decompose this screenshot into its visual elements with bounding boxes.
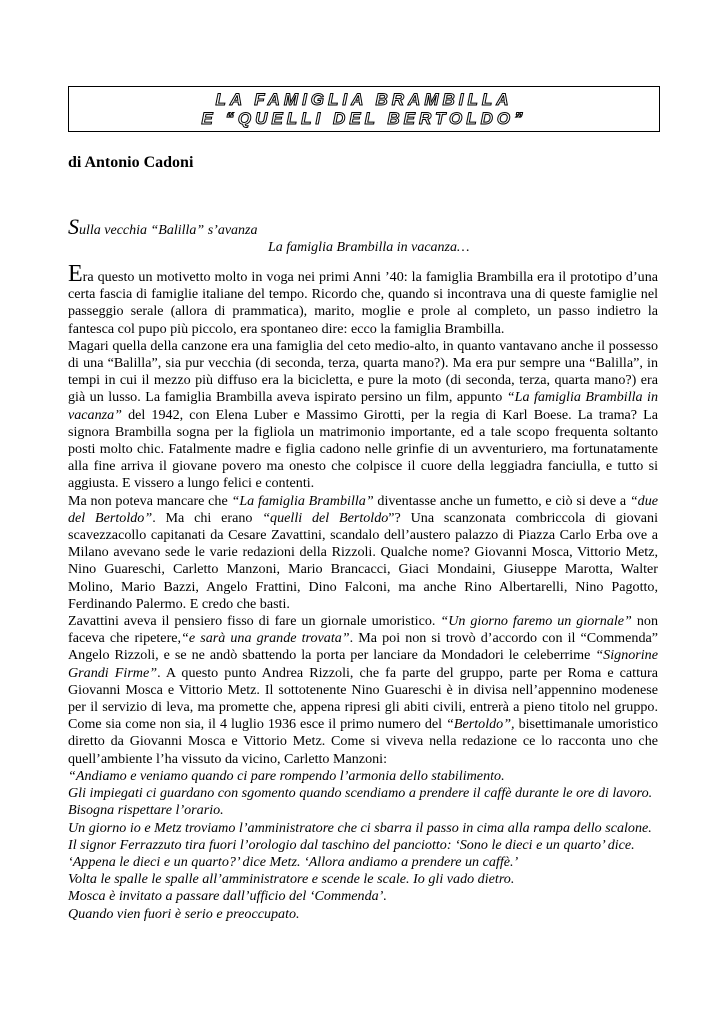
author-byline: di Antonio Cadoni xyxy=(68,154,194,171)
paragraph-2: Magari quella della canzone era una famiglia del ceto medio-alto, in quanto vantavano anche il possesso di una “Balilla”, sia pur vecchia (di seconda, terza, quarta mano?). Ma era pur sempre una “Balilla”, in tempi in cui il mezzo più diffuso era la bicicletta, e pure la moto (di seconda, terza, quarta mano?) era già un lusso. La famiglia Brambilla aveva ispirato persino un film, appunto “La famiglia Brambilla in vacanza” del 1942, con Elena Luber e Massimo Girotti, per la regia di Karl Boese. La trama? La signora Brambilla sogna per la figliola un matrimonio importante, ed a tale scopo frequenta soltanto posti molto chic. Fatalmente madre e figlia cadono nelle grinfie di un avventuriero, ma fortunatamente alla fine arriva il giovane povero ma onesto che colpisce il cuore della leggiadra fanciulla, e tutto si aggiusta. E vissero a lungo felici e contenti. xyxy=(68,337,658,492)
quote-line: ‘Appena le dieci e un quarto?’ dice Metz. ‘Allora andiamo a prendere un caffè.’ xyxy=(68,853,519,870)
quote-line: Gli impiegati ci guardano con sgomento quando scendiamo a prendere il caffè durante le ore di lavoro. xyxy=(68,785,653,802)
paragraph-4: Zavattini aveva il pensiero fisso di fare un giornale umoristico. “Un giorno faremo un giornale” non faceva che ripetere,“e sarà una grande trovata”. Ma poi non si trovò d’accordo con il “Commenda” Angelo Rizzoli, e se ne andò sbattendo la porta per lanciare da Mondadori le celeberrime “Signorine Grandi Firme”. A questo punto Andrea Rizzoli, che fa parte del gruppo, parte per Roma e cattura Giovanni Mosca e Vittorio Metz. Il sottotenente Nino Guareschi è in divisa nell’appennino modenese per il servizio di leva, ma promette che, appena ripresi gli abiti civili, entrerà a pieno titolo nel gruppo. Come sia come non sia, il 4 luglio 1936 esce il primo numero del “Bertoldo”, bisettimanale umoristico diretto da Giovanni Mosca e Vittorio Metz. Come si viveva nella redazione ce lo racconta uno che quell’ambiente l’ha vissuto da vicino, Carletto Manzoni: xyxy=(68,613,659,767)
epigraph-drop-cap: S xyxy=(68,214,79,239)
quote-line: Mosca è invitato a passare dall’ufficio del ‘Commenda’. xyxy=(68,888,387,905)
quote-line: Un giorno io e Metz troviamo l’amministratore che ci sbarra il passo in cima alla rampa dello scalone. xyxy=(68,819,652,836)
epigraph-line-1: Sulla vecchia “Balilla” s’avanza xyxy=(68,214,258,239)
title-box xyxy=(68,86,660,132)
epigraph-line-2: La famiglia Brambilla in vacanza… xyxy=(268,240,470,255)
quote-line: Volta le spalle le spalle all’amministratore e scende le scale. Io gli vado dietro. xyxy=(68,871,515,888)
drop-cap: E xyxy=(68,261,83,287)
title-line-2: E “QUELLI DEL BERTOLDO” xyxy=(201,109,527,128)
quote-line: Bisogna rispettare l’orario. xyxy=(68,802,224,819)
paragraph-1: Era questo un motivetto molto in voga nei primi Anni ’40: la famiglia Brambilla era il prototipo d’una certa fascia di famiglie italiane del tempo. Ricordo che, quando si incontrava una di queste famiglie nel passeggio serale (allora di prammatica), marito, moglie e prole al completo, un passo indietro la fantesca col pupo più piccolo, era spontaneo dire: ecco la famiglia Brambilla. xyxy=(68,261,658,337)
title-line-1: LA FAMIGLIA BRAMBILLA xyxy=(215,90,513,109)
article-body xyxy=(68,261,659,923)
quote-line: “Andiamo e veniamo quando ci pare rompendo l’armonia dello stabilimento. xyxy=(68,767,505,784)
quote-line: Il signor Ferrazzuto tira fuori l’orologio dal taschino del panciotto: ‘Sono le dieci e un quarto’ dice. xyxy=(68,836,635,853)
epigraph xyxy=(68,214,658,256)
quote-line: Quando vien fuori è serio e preoccupato. xyxy=(68,905,300,922)
paragraph-3: Ma non poteva mancare che “La famiglia Brambilla” diventasse anche un fumetto, e ciò si deve a “due del Bertoldo”. Ma chi erano “quelli del Bertoldo”? Una scanzonata combriccola di giovani scavezzacollo capitanati da Cesare Zavattini, scandalo dell’austero palazzo di Piazza Carlo Erba ove a Milano avevano sede le varie redazioni della Rizzoli. Qualche nome? Giovanni Mosca, Vittorio Metz, Nino Guareschi, Carletto Manzoni, Mario Brancacci, Giaci Mondaini, Giuseppe Marotta, Walter Molino, Mario Bazzi, Angelo Frattini, Dino Falconi, ma anche Rino Albertarelli, Nino Pagotto, Ferdinando Palermo. E credo che basti. xyxy=(68,492,659,612)
